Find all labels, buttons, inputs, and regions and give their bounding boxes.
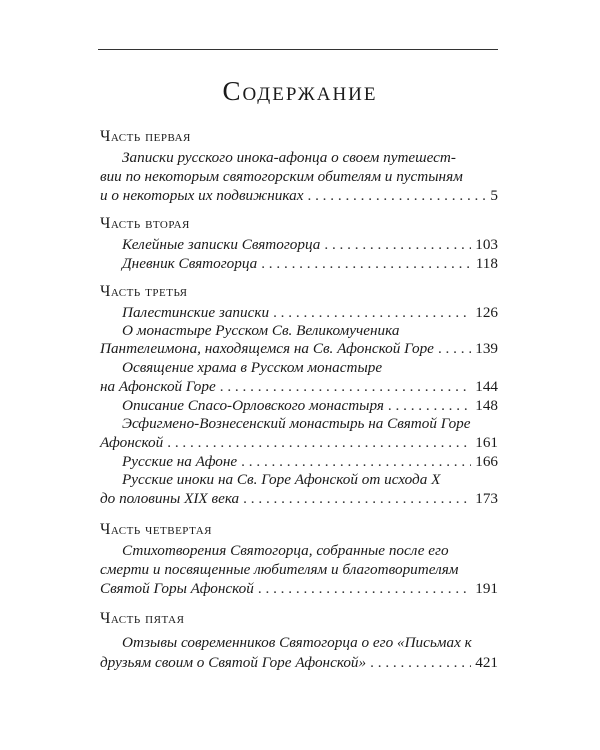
entry-title: Дневник Святогорца — [122, 255, 258, 272]
entry-title: Афонской — [100, 434, 164, 451]
entry-title: и о некоторых их подвижниках — [100, 187, 304, 204]
dot-leader — [241, 453, 471, 471]
dot-leader — [220, 378, 472, 396]
part-title: Часть третья — [100, 283, 188, 300]
page-number: 5 — [490, 187, 498, 204]
entry-title: Святой Горы Афонской — [100, 580, 254, 597]
page-number: 103 — [475, 236, 498, 253]
page-number: 144 — [475, 378, 498, 395]
page-title: Содержание — [222, 76, 378, 107]
entry-title: друзьям своим о Святой Горе Афонской» — [100, 654, 367, 671]
toc-entry[interactable] — [100, 340, 498, 358]
entry-title: Описание Спасо-Орловского монастыря — [122, 397, 384, 414]
toc-entry[interactable] — [122, 304, 498, 322]
entry-title: до половины XIX века — [100, 490, 240, 507]
page-number: 421 — [475, 654, 498, 671]
entry-title: Русские на Афоне — [122, 453, 238, 470]
toc-entry[interactable] — [122, 255, 498, 273]
entry-title: Келейные записки Святогорца — [122, 236, 321, 253]
entry-line: О монастыре Русском Св. Великомученика — [122, 322, 400, 339]
toc-entry[interactable] — [122, 453, 498, 471]
toc-entry[interactable] — [122, 236, 498, 254]
page-number: 126 — [475, 304, 498, 321]
toc-entry[interactable] — [122, 397, 498, 415]
page-number: 139 — [475, 340, 498, 357]
part-title: Часть вторая — [100, 215, 190, 232]
page-number: 161 — [475, 434, 498, 451]
part-title: Часть четвертая — [100, 521, 213, 538]
entry-line: вии по некоторым святогорским обителям и пустыням — [100, 168, 463, 185]
dot-leader — [258, 580, 471, 598]
entry-line: Русские иноки на Св. Горе Афонской от исхода X — [122, 471, 441, 488]
dot-leader — [167, 434, 471, 452]
entry-title: Палестинские записки — [122, 304, 270, 321]
part-title: Часть первая — [100, 128, 191, 145]
entry-line: смерти и посвященные любителям и благотворителям — [100, 561, 459, 578]
top-rule — [98, 49, 498, 50]
entry-line: Записки русского инока-афонца о своем путешест- — [122, 149, 456, 166]
dot-leader — [243, 490, 471, 508]
toc-entry[interactable] — [100, 434, 498, 452]
page-number: 118 — [475, 255, 498, 272]
toc-entry[interactable] — [100, 654, 498, 672]
page-number: 148 — [475, 397, 498, 414]
entry-line: Освящение храма в Русском монастыре — [122, 359, 383, 376]
entry-line: Отзывы современников Святогорца о его «Письмах к — [122, 634, 472, 651]
toc-entry[interactable] — [100, 580, 498, 598]
page-number: 191 — [475, 580, 498, 597]
dot-leader — [388, 397, 471, 415]
dot-leader — [261, 255, 472, 273]
entry-line: Стихотворения Святогорца, собранные после его — [122, 542, 449, 559]
entry-line: Эсфигмено-Вознесенский монастырь на Святой Горе — [122, 415, 471, 432]
page-number: 173 — [475, 490, 498, 507]
entry-title: Пантелеимона, находящемся на Св. Афонской Горе — [100, 340, 434, 357]
toc-entry[interactable] — [100, 187, 498, 205]
part-title: Часть пятая — [100, 610, 185, 627]
dot-leader — [438, 340, 471, 358]
dot-leader — [370, 654, 471, 672]
page-number: 166 — [475, 453, 498, 470]
entry-title: на Афонской Горе — [100, 378, 216, 395]
dot-leader — [324, 236, 471, 254]
toc-entry[interactable] — [100, 378, 498, 396]
toc-entry[interactable] — [100, 490, 498, 508]
dot-leader — [307, 187, 486, 205]
dot-leader — [273, 304, 471, 322]
